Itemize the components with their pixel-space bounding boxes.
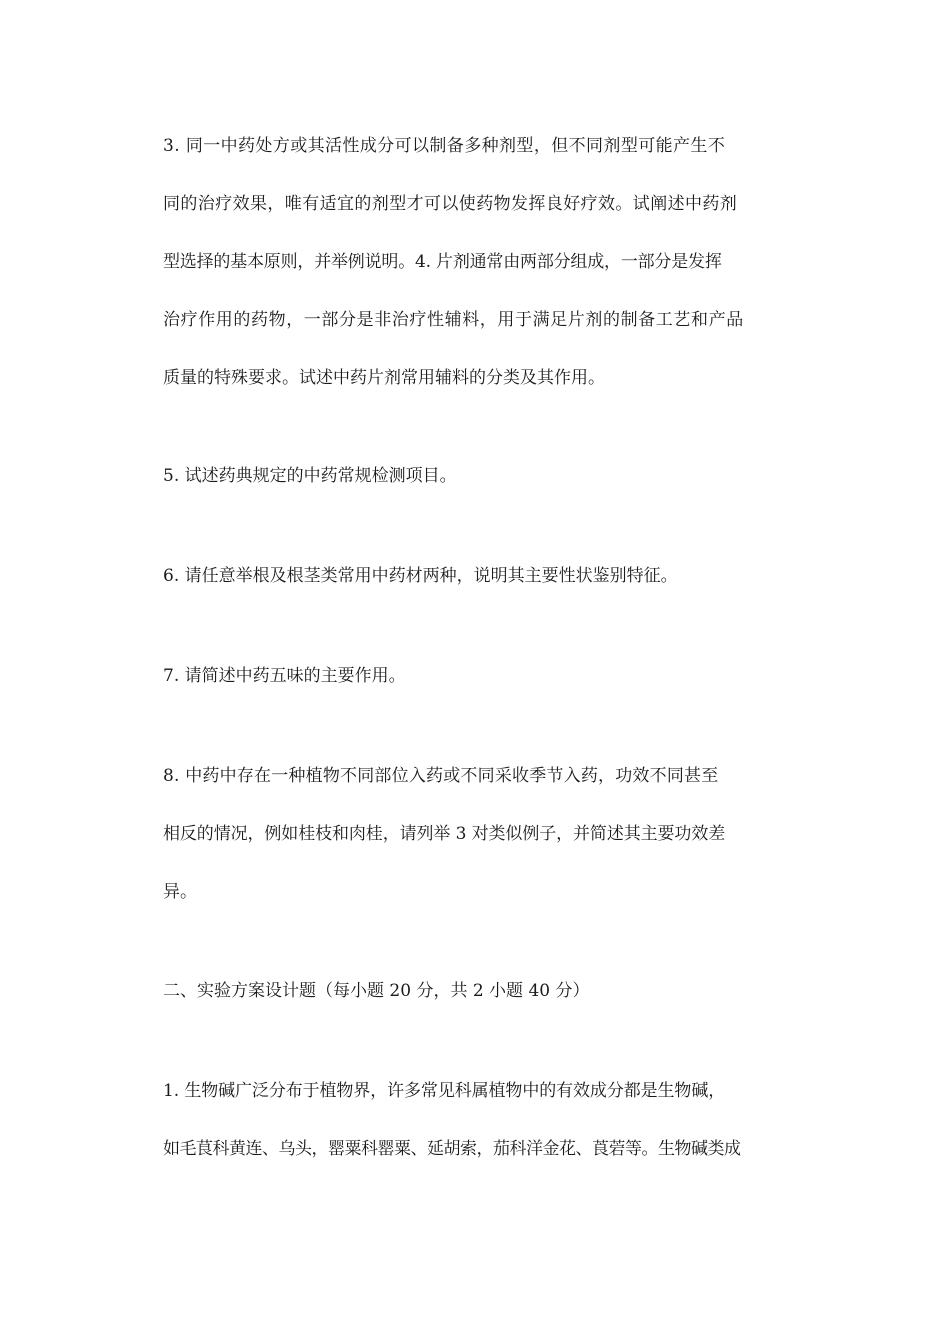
text-line: 型选择的基本原则，并举例说明。4. 片剂通常由两部分组成，一部分是发挥 [163,252,722,272]
text-line: 同的治疗效果，唯有适宜的剂型才可以使药物发挥良好疗效。试阐述中药剂 [163,194,738,214]
section-heading: 二、实验方案设计题（每小题 20 分，共 2 小题 40 分） [163,981,590,1001]
text-line: 相反的情况，例如桂枝和肉桂，请列举 3 对类似例子，并简述其主要功效差 [163,824,726,844]
text-line: 治疗作用的药物，一部分是非治疗性辅料，用于满足片剂的制备工艺和产品 [163,310,744,330]
text-line: 8. 中药中存在一种植物不同部位入药或不同采收季节入药，功效不同甚至 [163,766,719,786]
text-line: 异。 [163,882,197,902]
text-line: 3. 同一中药处方或其活性成分可以制备多种剂型，但不同剂型可能产生不 [163,136,726,156]
text-line: 5. 试述药典规定的中药常规检测项目。 [163,466,457,486]
text-line: 质量的特殊要求。试述中药片剂常用辅料的分类及其作用。 [163,368,605,388]
text-line: 7. 请简述中药五味的主要作用。 [163,666,406,686]
text-line: 如毛茛科黄连、乌头，罂粟科罂粟、延胡索，茄科洋金花、莨菪等。生物碱类成 [163,1139,741,1159]
text-line: 1. 生物碱广泛分布于植物界，许多常见科属植物中的有效成分都是生物碱， [163,1081,726,1101]
text-line: 6. 请任意举根及根茎类常用中药材两种，说明其主要性状鉴别特征。 [163,566,678,586]
